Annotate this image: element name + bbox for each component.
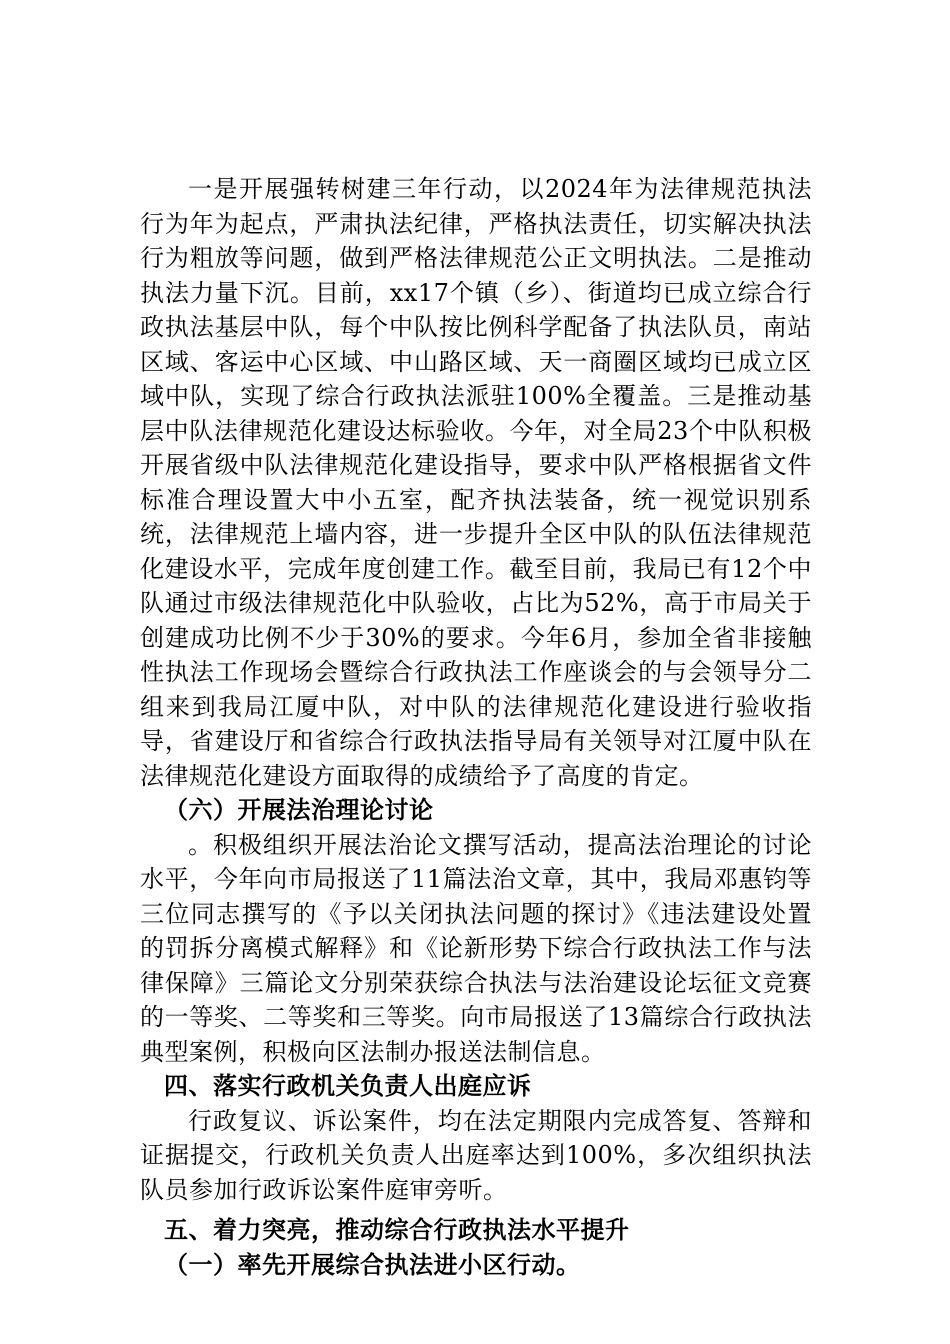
body-paragraph: 一是开展强转树建三年行动，以2024年为法律规范执法行为年为起点，严肃执法纪律，严格执法责任，切实解决执法行为粗放等问题，做到严格法律规范公正文明执法。二是推动执法力量下沉。目前，xx17个镇（乡）、街道均已成立综合行政执法基层中队，每个中队按比例科学配备了执法队员，南站区域、客运中心区域、中山路区域、天一商圈区域均已成立区域中队，实现了综合行政执法派驻100%全覆盖。三是推动基层中队法律规范化建设达标验收。今年，对全局23个中队积极开展省级中队法律规范化建设指导，要求中队严格根据省文件标准合理设置大中小五室，配齐执法装备，统一视觉识别系统，法律规范上墙内容，进一步提升全区中队的队伍法律规范化建设水平，完成年度创建工作。截至目前，我局已有12个中队通过市级法律规范化中队验收，占比为52%，高于市局关于创建成功比例不少于30%的要求。今年6月，参加全省非接触性执法工作现场会暨综合行政执法工作座谈会的与会领导分二组来到我局江厦中队，对中队的法律规范化建设进行验收指导，省建设厅和省综合行政执法指导局有关领导对江厦中队在法律规范化建设方面取得的成绩给予了高度的肯定。 xyxy=(140,175,812,790)
section-heading: 四、落实行政机关负责人出庭应诉 xyxy=(164,1072,532,1100)
section-heading: 五、着力突亮，推动综合行政执法水平提升 xyxy=(164,1216,630,1244)
section-heading: （六）开展法治理论讨论 xyxy=(164,796,434,824)
subsection-heading: （一）率先开展综合执法进小区行动。 xyxy=(164,1250,581,1279)
document-page xyxy=(140,172,812,1282)
body-paragraph: 行政复议、诉讼案件，均在法定期限内完成答复、答辩和证据提交，行政机关负责人出庭率达到100%，多次组织执法队员参加行政诉讼案件庭审旁听。 xyxy=(140,1106,812,1204)
body-paragraph: 。积极组织开展法治论文撰写活动，提高法治理论的讨论水平，今年向市局报送了11篇法治文章，其中，我局邓惠钧等三位同志撰写的《予以关闭执法问题的探讨》《违法建设处置的罚拆分离模式解释》和《论新形势下综合行政执法工作与法律保障》三篇论文分别荣获综合执法与法治建设论坛征文竞赛的一等奖、二等奖和三等奖。向市局报送了13篇综合行政执法典型案例，积极向区法制办报送法制信息。 xyxy=(140,830,812,1066)
